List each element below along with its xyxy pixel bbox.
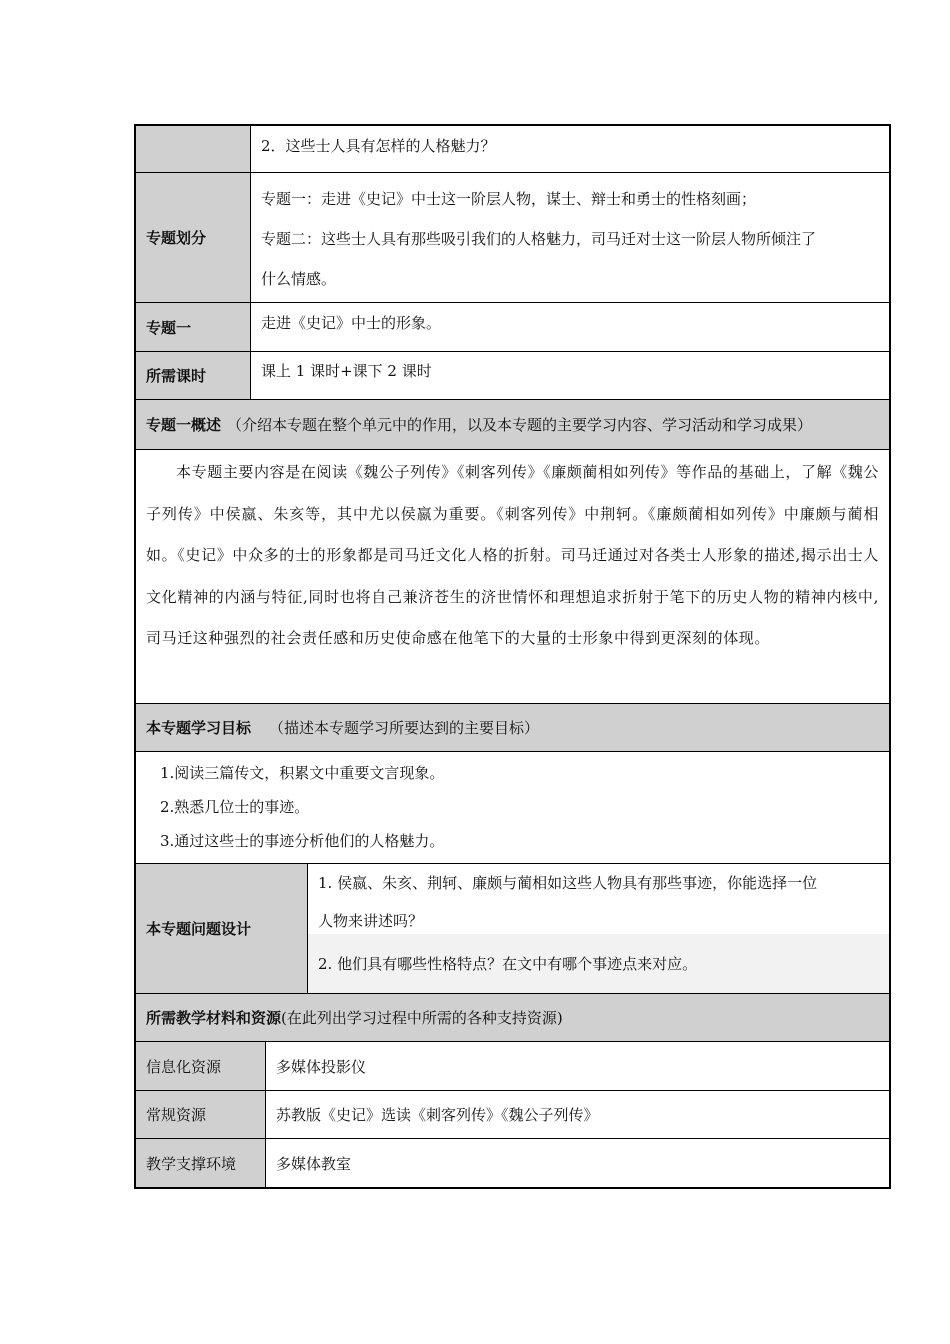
goals-body-row [134, 752, 891, 864]
overview-line-3: 传》中廉颇与蔺相如。《史记》中众多的士的形象都是司马迁文化人格的折射。司马迁通过对各类士 [146, 504, 879, 564]
overview-header [136, 400, 889, 449]
hours-label: 所需课时 [136, 352, 251, 399]
goals-header [136, 704, 889, 751]
overview-label: 专题一概述 [146, 416, 222, 434]
regular-resource-label: 常规资源 [136, 1091, 266, 1138]
overview-line-1: 本专题主要内容是在阅读《魏公子列传》《刺客列传》《廉颇蔺相如列传》等作品的基础上，了 [176, 463, 817, 481]
design-question-2 [308, 934, 889, 993]
overview-line-4: 人形象的描述,揭示出士人文化精神的内涵与特征,同时也将自己兼济苍生的济世情怀和理想追求折射 [146, 546, 879, 606]
lesson-plan-table [134, 124, 891, 1189]
goals-header-row [134, 704, 891, 752]
resources-header-row [134, 994, 891, 1042]
empty-label-cell [136, 126, 251, 172]
goal-item-2: 2.熟悉几位士的事迹。 [160, 798, 310, 816]
overview-paragraph [136, 450, 889, 703]
overview-line-6: 象中得到更深刻的体现。 [598, 629, 771, 647]
environment-label: 教学支撑环境 [136, 1139, 266, 1187]
overview-note: （介绍本专题在整个单元中的作用，以及本专题的主要学习内容、学习活动和学习成果） [227, 416, 813, 434]
goal-item-1: 1.阅读三篇传文，积累文中重要文言现象。 [160, 764, 445, 782]
topic1-label: 专题一 [136, 303, 251, 351]
question-2-text: 2．这些士人具有怎样的人格魅力？ [261, 137, 496, 155]
environment-row [134, 1139, 891, 1189]
environment-value: 多媒体教室 [276, 1154, 352, 1173]
division-label: 专题划分 [136, 173, 251, 302]
design-q1-line-b: 人物来讲述吗？ [318, 912, 424, 930]
design-row [134, 864, 891, 994]
info-resource-value: 多媒体投影仪 [276, 1057, 367, 1076]
design-label: 本专题问题设计 [136, 864, 308, 993]
design-questions [308, 864, 889, 993]
regular-resource-value: 苏教版《史记》选读《刺客列传》《魏公子列传》 [276, 1106, 599, 1124]
hours-value: 课上 1 课时+课下 2 课时 [261, 362, 432, 380]
overview-line-5: 于笔下的历史人物的精神内核中,司马迁这种强烈的社会责任感和历史使命感在他笔下的大量的士形 [146, 587, 879, 647]
topic1-value: 走进《史记》中士的形象。 [261, 314, 442, 332]
resources-note: (在此列出学习过程中所需的各种支持资源) [281, 1009, 563, 1027]
overview-line-2: 解《魏公子列传》中侯嬴、朱亥等，其中尤以侯嬴为重要。《刺客列传》中荆轲。《廉颇蔺相如列 [146, 463, 879, 523]
info-resource-label: 信息化资源 [136, 1042, 266, 1090]
division-item-2b: 什么情感。 [261, 270, 337, 288]
division-item-1: 专题一：走进《史记》中士这一阶层人物，谋士、辩士和勇士的性格刻画； [261, 190, 757, 208]
overview-text [136, 452, 889, 660]
topic1-row [134, 303, 891, 352]
overview-header-row [134, 400, 891, 450]
regular-resource-row [134, 1091, 891, 1139]
design-question-1 [308, 864, 889, 934]
design-q2-text: 2. 他们具有哪些性格特点？在文中有哪个事迹点来对应。 [318, 955, 698, 973]
division-item-2a: 专题二：这些士人具有那些吸引我们的人格魅力，司马迁对士这一阶层人物所倾注了 [261, 230, 817, 248]
goals-label: 本专题学习目标 [146, 719, 252, 737]
question-row [134, 124, 891, 173]
goal-item-3: 3.通过这些士的事迹分析他们的人格魅力。 [160, 832, 445, 850]
goals-list [136, 752, 889, 863]
overview-body-row [134, 450, 891, 704]
design-q1-line-a: 1. 侯嬴、朱亥、荆轲、廉颇与蔺相如这些人物具有那些事迹，你能选择一位 [318, 874, 818, 892]
hours-row [134, 352, 891, 400]
resources-label: 所需教学材料和资源 [146, 1009, 282, 1027]
goals-note: （描述本专题学习所要达到的主要目标） [269, 719, 540, 737]
division-row [134, 173, 891, 303]
resources-header [136, 994, 889, 1041]
division-content [251, 173, 889, 302]
info-resource-row [134, 1042, 891, 1091]
